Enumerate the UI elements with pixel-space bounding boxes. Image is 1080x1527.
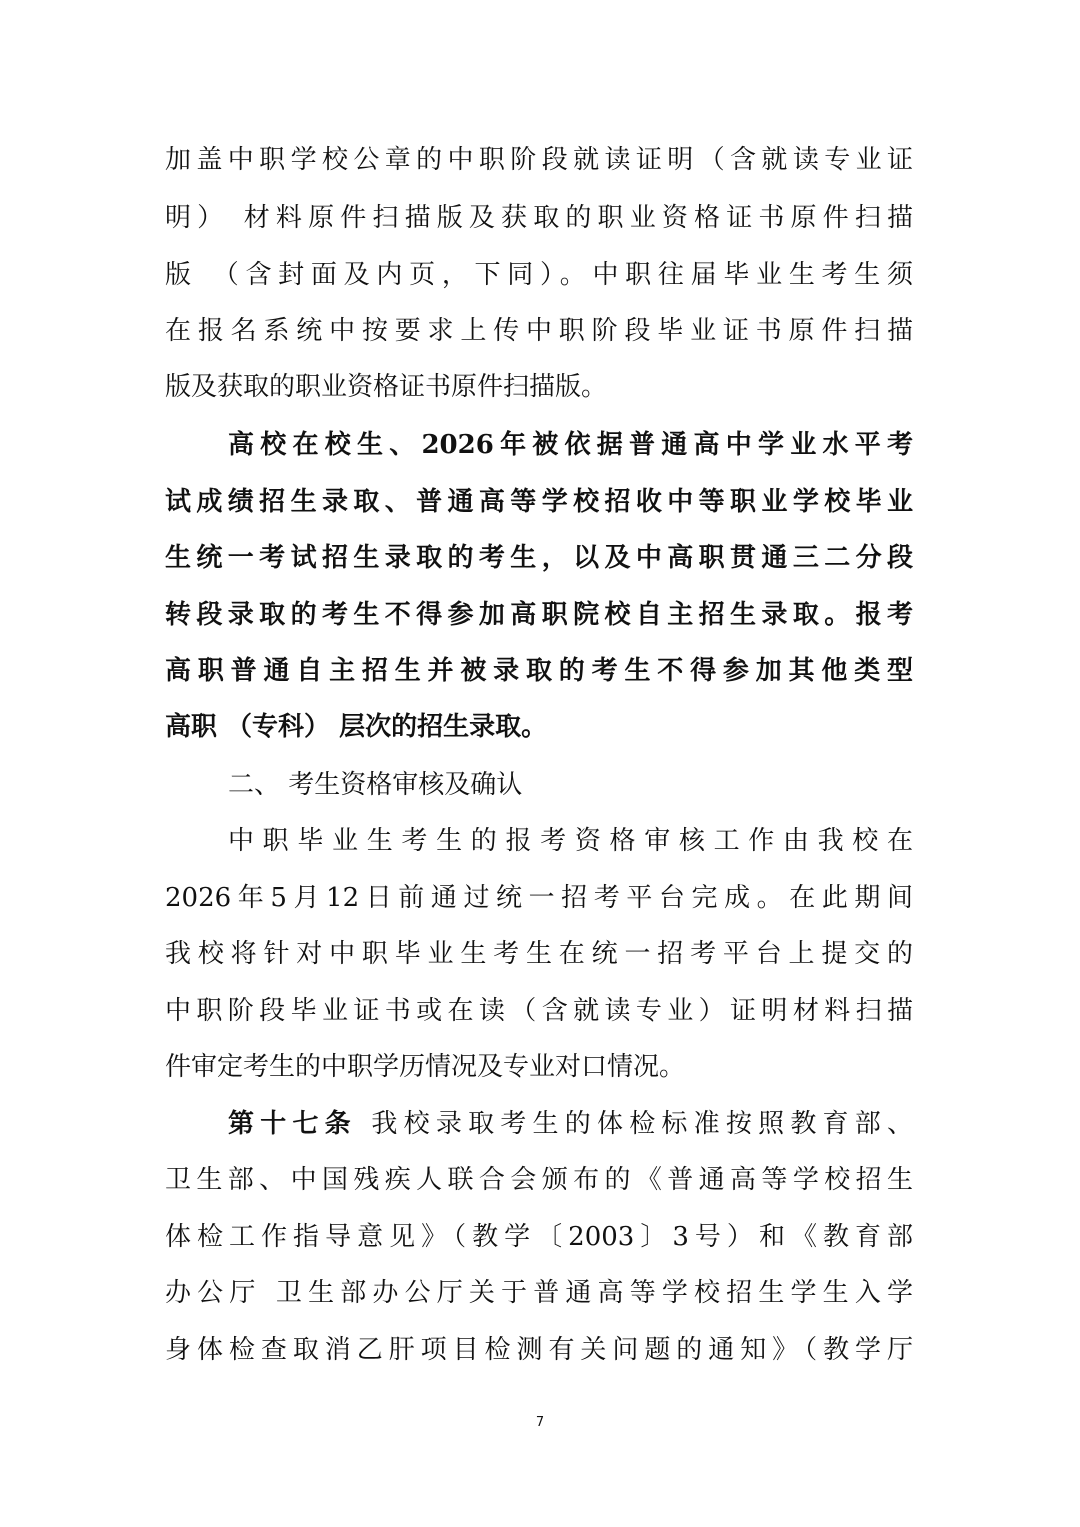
body-text-line: 加盖中职学校公章的中职阶段就读证明（含就读专业证 [165,145,913,175]
bold-text-line: 试成绩招生录取、普通高等学校招收中等职业学校毕业 [165,487,913,517]
bold-text-line: 生统一考试招生录取的考生，以及中高职贯通三二分段 [165,543,913,573]
section-heading: 二、 考生资格审核及确认 [228,770,523,800]
bold-text-line: 高职 （专科） 层次的招生录取。 [165,712,548,742]
body-text-line: 中职毕业生考生的报考资格审核工作由我校在 [228,826,913,856]
article-text: 我校录取考生的体检标准按照教育部、 [371,1109,913,1139]
body-text-line: 中职阶段毕业证书或在读（含就读专业）证明材料扫描 [165,996,913,1026]
body-text-line: 版 （含封面及内页，下同）。中职往届毕业生考生须 [165,260,913,290]
body-text-line: 2026年5月12日前通过统一招考平台完成。在此期间 [165,883,913,913]
page-number: 7 [535,1415,545,1430]
body-text-line: 办公厅 卫生部办公厅关于普通高等学校招生学生入学 [165,1278,913,1308]
body-text-line: 明） 材料原件扫描版及获取的职业资格证书原件扫描 [165,203,913,233]
bold-text-line: 转段录取的考生不得参加高职院校自主招生录取。报考 [165,600,913,630]
bold-text-line: 高职普通自主招生并被录取的考生不得参加其他类型 [165,656,913,686]
bold-text-line: 高校在校生、2026年被依据普通高中学业水平考 [228,430,913,460]
body-text-line: 版及获取的职业资格证书原件扫描版。 [165,372,608,402]
article-first-line [228,1104,913,1144]
body-text-line: 我校将针对中职毕业生考生在统一招考平台上提交的 [165,939,913,969]
body-text-line: 身体检查取消乙肝项目检测有关问题的通知》（教学厅 [165,1335,913,1365]
body-text-line: 体检工作指导意见》（教学〔2003〕3号）和《教育部 [165,1222,913,1252]
body-text-line: 件审定考生的中职学历情况及专业对口情况。 [165,1052,686,1082]
article-label: 第十七条 [228,1109,357,1139]
body-text-line: 在报名系统中按要求上传中职阶段毕业证书原件扫描 [165,316,913,346]
body-text-line: 卫生部、中国残疾人联合会颁布的《普通高等学校招生 [165,1165,913,1195]
